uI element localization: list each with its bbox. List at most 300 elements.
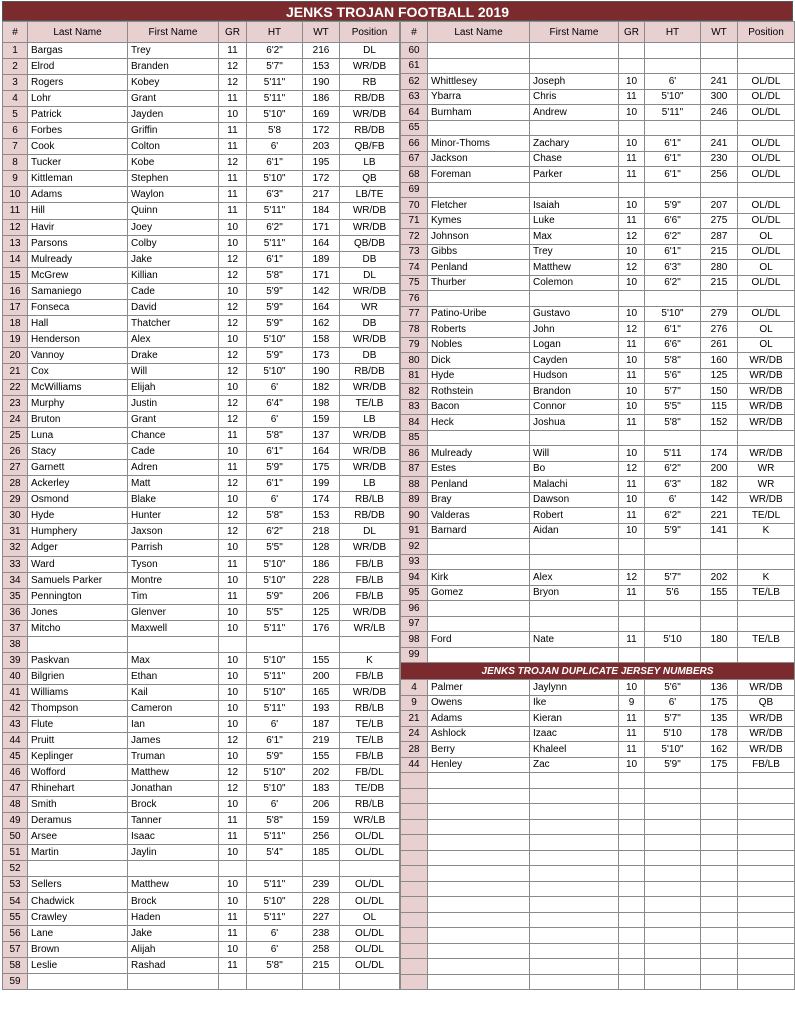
position: WR/DB (340, 428, 400, 444)
jersey-number: 25 (3, 428, 28, 444)
empty-cell (428, 943, 530, 959)
grade: 12 (619, 229, 645, 245)
grade: 11 (219, 813, 247, 829)
weight: 165 (303, 684, 340, 700)
roster-row (3, 845, 400, 861)
empty-cell (428, 804, 530, 820)
last-name: Penland (428, 260, 530, 276)
height: 5'11" (247, 829, 303, 845)
first-name: Ethan (128, 668, 219, 684)
roster-row (3, 973, 400, 989)
height: 5'9" (247, 347, 303, 363)
roster-row (3, 620, 400, 636)
height (247, 973, 303, 989)
height: 5'6 (645, 585, 701, 601)
first-name: Tanner (128, 813, 219, 829)
height: 5'6" (645, 368, 701, 384)
position: TE/LB (738, 632, 795, 648)
empty-cell (401, 804, 428, 820)
first-name (530, 430, 619, 446)
first-name: James (128, 733, 219, 749)
roster-row (3, 604, 400, 620)
grade: 11 (219, 588, 247, 604)
empty-cell (645, 912, 701, 928)
empty-cell (530, 773, 619, 789)
first-name: Isaiah (530, 198, 619, 214)
grade: 10 (219, 331, 247, 347)
grade: 9 (619, 695, 645, 711)
last-name: Jones (28, 604, 128, 620)
empty-row (401, 819, 795, 835)
empty-row (401, 773, 795, 789)
roster-row (3, 893, 400, 909)
jersey-number: 28 (3, 476, 28, 492)
first-name: Max (128, 652, 219, 668)
roster-row (3, 267, 400, 283)
grade: 10 (219, 379, 247, 395)
empty-cell (619, 943, 645, 959)
weight: 175 (701, 757, 738, 773)
jersey-number: 83 (401, 399, 428, 415)
last-name: Burnham (428, 105, 530, 121)
empty-cell (701, 850, 738, 866)
last-name: Vannoy (28, 347, 128, 363)
grade: 10 (219, 797, 247, 813)
empty-cell (619, 850, 645, 866)
height: 5'11" (247, 877, 303, 893)
last-name: Mulready (28, 251, 128, 267)
position (340, 973, 400, 989)
position: LB (340, 476, 400, 492)
grade: 10 (219, 684, 247, 700)
roster-row (3, 75, 400, 91)
position: FB/LB (738, 757, 795, 773)
position: OL/DL (340, 893, 400, 909)
first-name: Jaylin (128, 845, 219, 861)
roster-row (401, 58, 795, 74)
left-roster-body (3, 43, 400, 990)
jersey-number: 11 (3, 203, 28, 219)
position: WR/DB (340, 540, 400, 556)
jersey-number: 18 (3, 315, 28, 331)
weight: 125 (303, 604, 340, 620)
height: 6'6" (645, 337, 701, 353)
grade: 10 (619, 757, 645, 773)
empty-cell (401, 819, 428, 835)
last-name: Bilgrien (28, 668, 128, 684)
position (738, 601, 795, 617)
empty-cell (530, 819, 619, 835)
height: 5'11" (247, 668, 303, 684)
empty-cell (530, 912, 619, 928)
grade: 11 (619, 415, 645, 431)
jersey-number: 35 (3, 588, 28, 604)
position: FB/LB (340, 572, 400, 588)
roster-row (401, 89, 795, 105)
position: WR/DB (340, 331, 400, 347)
last-name: Mitcho (28, 620, 128, 636)
empty-cell (428, 974, 530, 990)
weight: 162 (701, 742, 738, 758)
position: RB/LB (340, 700, 400, 716)
height: 5'6" (645, 680, 701, 696)
first-name: Aidan (530, 523, 619, 539)
height: 6' (247, 716, 303, 732)
last-name: McGrew (28, 267, 128, 283)
first-name: Thatcher (128, 315, 219, 331)
duplicate-row (401, 680, 795, 696)
height: 6'3" (645, 477, 701, 493)
position: OL/DL (738, 213, 795, 229)
last-name: Roberts (428, 322, 530, 338)
position: DL (340, 267, 400, 283)
height (645, 539, 701, 555)
height: 5'11" (247, 91, 303, 107)
weight: 180 (701, 632, 738, 648)
weight: 217 (303, 187, 340, 203)
last-name: Stacy (28, 444, 128, 460)
first-name: Chance (128, 428, 219, 444)
jersey-number: 88 (401, 477, 428, 493)
grade: 10 (219, 845, 247, 861)
position: K (738, 523, 795, 539)
weight: 160 (701, 353, 738, 369)
weight: 300 (701, 89, 738, 105)
duplicate-row (401, 726, 795, 742)
empty-row (401, 912, 795, 928)
jersey-number: 61 (401, 58, 428, 74)
position: WR (738, 477, 795, 493)
first-name: Montre (128, 572, 219, 588)
height (645, 601, 701, 617)
last-name (428, 554, 530, 570)
roster-row (3, 668, 400, 684)
position: WR/DB (738, 415, 795, 431)
weight: 182 (701, 477, 738, 493)
last-name: Dick (428, 353, 530, 369)
height: 5'9" (247, 588, 303, 604)
last-name: Murphy (28, 396, 128, 412)
empty-cell (738, 773, 795, 789)
weight: 279 (701, 306, 738, 322)
roster-row (401, 43, 795, 59)
empty-row (401, 959, 795, 975)
jersey-number: 62 (401, 74, 428, 90)
first-name (530, 539, 619, 555)
position: K (340, 652, 400, 668)
weight: 174 (303, 492, 340, 508)
grade: 11 (219, 91, 247, 107)
right-roster-body (401, 43, 795, 990)
last-name: Adams (28, 187, 128, 203)
jersey-number: 4 (401, 680, 428, 696)
grade: 10 (219, 749, 247, 765)
position: OL (738, 260, 795, 276)
grade: 12 (219, 524, 247, 540)
empty-cell (428, 959, 530, 975)
grade: 10 (219, 652, 247, 668)
roster-row (401, 74, 795, 90)
empty-cell (645, 788, 701, 804)
first-name: Parker (530, 167, 619, 183)
grade: 12 (219, 251, 247, 267)
weight: 218 (303, 524, 340, 540)
height: 5'7" (645, 384, 701, 400)
weight: 128 (303, 540, 340, 556)
grade: 12 (219, 59, 247, 75)
height: 5'11 (645, 446, 701, 462)
grade: 12 (219, 781, 247, 797)
jersey-number: 74 (401, 260, 428, 276)
height: 5'11" (645, 105, 701, 121)
first-name: Grant (128, 91, 219, 107)
first-name: Will (530, 446, 619, 462)
empty-cell (530, 850, 619, 866)
empty-cell (619, 912, 645, 928)
empty-row (401, 866, 795, 882)
first-name: Jaxson (128, 524, 219, 540)
roster-row (3, 107, 400, 123)
height: 5'10" (645, 742, 701, 758)
weight: 215 (701, 275, 738, 291)
weight: 173 (303, 347, 340, 363)
position (340, 636, 400, 652)
empty-row (401, 928, 795, 944)
roster-row (401, 477, 795, 493)
grade: 11 (619, 213, 645, 229)
last-name (28, 861, 128, 877)
position: OL/DL (738, 275, 795, 291)
weight: 162 (303, 315, 340, 331)
roster-row (3, 444, 400, 460)
roster-row (401, 198, 795, 214)
height: 6' (645, 695, 701, 711)
first-name: Quinn (128, 203, 219, 219)
position: FB/LB (340, 556, 400, 572)
last-name: Thurber (428, 275, 530, 291)
height: 5'10" (247, 684, 303, 700)
position: K (738, 570, 795, 586)
position: OL/DL (738, 244, 795, 260)
roster-row (401, 182, 795, 198)
last-name: Williams (28, 684, 128, 700)
roster-row (401, 461, 795, 477)
weight (701, 647, 738, 663)
grade: 10 (219, 283, 247, 299)
position: LB (340, 412, 400, 428)
first-name: Jake (128, 251, 219, 267)
empty-cell (530, 804, 619, 820)
jersey-number: 47 (3, 781, 28, 797)
first-name: Tyson (128, 556, 219, 572)
grade: 10 (619, 492, 645, 508)
last-name: Luna (28, 428, 128, 444)
position: OL/DL (340, 877, 400, 893)
first-name: Isaac (128, 829, 219, 845)
last-name: Henderson (28, 331, 128, 347)
first-name (530, 647, 619, 663)
jersey-number: 96 (401, 601, 428, 617)
last-name: Samaniego (28, 283, 128, 299)
last-name (428, 539, 530, 555)
first-name: David (128, 299, 219, 315)
height: 5'8" (247, 428, 303, 444)
weight (701, 430, 738, 446)
roster-row (3, 733, 400, 749)
height: 5'10" (645, 306, 701, 322)
first-name (530, 182, 619, 198)
weight: 172 (303, 171, 340, 187)
weight (701, 291, 738, 307)
jersey-number: 5 (3, 107, 28, 123)
last-name (428, 43, 530, 59)
first-name: Chase (530, 151, 619, 167)
empty-cell (738, 804, 795, 820)
height: 5'7" (645, 711, 701, 727)
position: WR/DB (340, 283, 400, 299)
duplicate-row (401, 757, 795, 773)
last-name: Ashlock (428, 726, 530, 742)
last-name: Forbes (28, 123, 128, 139)
empty-cell (645, 819, 701, 835)
empty-cell (401, 912, 428, 928)
jersey-number: 50 (3, 829, 28, 845)
jersey-number: 69 (401, 182, 428, 198)
first-name: Matthew (128, 765, 219, 781)
roster-row (401, 105, 795, 121)
jersey-number: 1 (3, 43, 28, 59)
weight: 221 (701, 508, 738, 524)
height: 6'1" (247, 476, 303, 492)
last-name: Crawley (28, 909, 128, 925)
roster-row (401, 120, 795, 136)
position: QB (340, 171, 400, 187)
height: 5'11" (247, 620, 303, 636)
position: LB/TE (340, 187, 400, 203)
grade: 10 (619, 275, 645, 291)
empty-cell (401, 897, 428, 913)
last-name: Bargas (28, 43, 128, 59)
last-name: Cook (28, 139, 128, 155)
roster-row (401, 632, 795, 648)
roster-row (401, 167, 795, 183)
position: WR/DB (340, 59, 400, 75)
position: WR/LB (340, 813, 400, 829)
grade: 10 (219, 877, 247, 893)
first-name: Tim (128, 588, 219, 604)
grade: 12 (219, 733, 247, 749)
roster-row (401, 260, 795, 276)
jersey-number: 10 (3, 187, 28, 203)
height (645, 554, 701, 570)
empty-cell (701, 974, 738, 990)
weight: 190 (303, 75, 340, 91)
position: OL/DL (738, 89, 795, 105)
position: WR/DB (340, 219, 400, 235)
last-name: Rogers (28, 75, 128, 91)
weight: 164 (303, 235, 340, 251)
grade: 11 (219, 171, 247, 187)
weight: 230 (701, 151, 738, 167)
first-name: Matthew (128, 877, 219, 893)
empty-cell (401, 943, 428, 959)
weight: 164 (303, 299, 340, 315)
first-name: Jake (128, 925, 219, 941)
jersey-number: 13 (3, 235, 28, 251)
roster-row (401, 430, 795, 446)
empty-row (401, 835, 795, 851)
weight: 176 (303, 620, 340, 636)
empty-cell (530, 974, 619, 990)
first-name: Bryon (530, 585, 619, 601)
position: FB/LB (340, 749, 400, 765)
height (645, 647, 701, 663)
weight: 238 (303, 925, 340, 941)
position (738, 554, 795, 570)
grade (619, 647, 645, 663)
height: 5'10" (247, 652, 303, 668)
grade: 10 (219, 235, 247, 251)
height (645, 291, 701, 307)
weight: 184 (303, 203, 340, 219)
grade: 11 (219, 925, 247, 941)
weight: 206 (303, 588, 340, 604)
empty-cell (738, 928, 795, 944)
left-header-first-name: First Name (128, 22, 219, 43)
first-name: Gustavo (530, 306, 619, 322)
first-name: Malachi (530, 477, 619, 493)
first-name: Parrish (128, 540, 219, 556)
first-name: Ian (128, 716, 219, 732)
first-name: Dawson (530, 492, 619, 508)
weight: 135 (701, 711, 738, 727)
jersey-number: 66 (401, 136, 428, 152)
empty-row (401, 788, 795, 804)
jersey-number: 38 (3, 636, 28, 652)
last-name: Jackson (428, 151, 530, 167)
height: 5'10" (247, 893, 303, 909)
first-name (530, 554, 619, 570)
jersey-number: 28 (401, 742, 428, 758)
last-name: Fletcher (428, 198, 530, 214)
first-name: Brandon (530, 384, 619, 400)
last-name: Whittlesey (428, 74, 530, 90)
jersey-number: 42 (3, 700, 28, 716)
jersey-number: 57 (3, 941, 28, 957)
jersey-number: 76 (401, 291, 428, 307)
last-name (428, 430, 530, 446)
height: 5'10" (247, 765, 303, 781)
jersey-number: 33 (3, 556, 28, 572)
jersey-number: 98 (401, 632, 428, 648)
grade: 10 (219, 492, 247, 508)
weight: 193 (303, 700, 340, 716)
grade: 10 (219, 444, 247, 460)
empty-cell (619, 974, 645, 990)
grade: 10 (219, 893, 247, 909)
duplicate-section-header (401, 663, 795, 680)
empty-cell (645, 974, 701, 990)
weight: 276 (701, 322, 738, 338)
grade: 10 (219, 219, 247, 235)
jersey-number: 14 (3, 251, 28, 267)
jersey-number: 19 (3, 331, 28, 347)
left-header-height: HT (247, 22, 303, 43)
grade: 12 (219, 155, 247, 171)
empty-cell (645, 881, 701, 897)
jersey-number: 90 (401, 508, 428, 524)
roster-row (3, 283, 400, 299)
